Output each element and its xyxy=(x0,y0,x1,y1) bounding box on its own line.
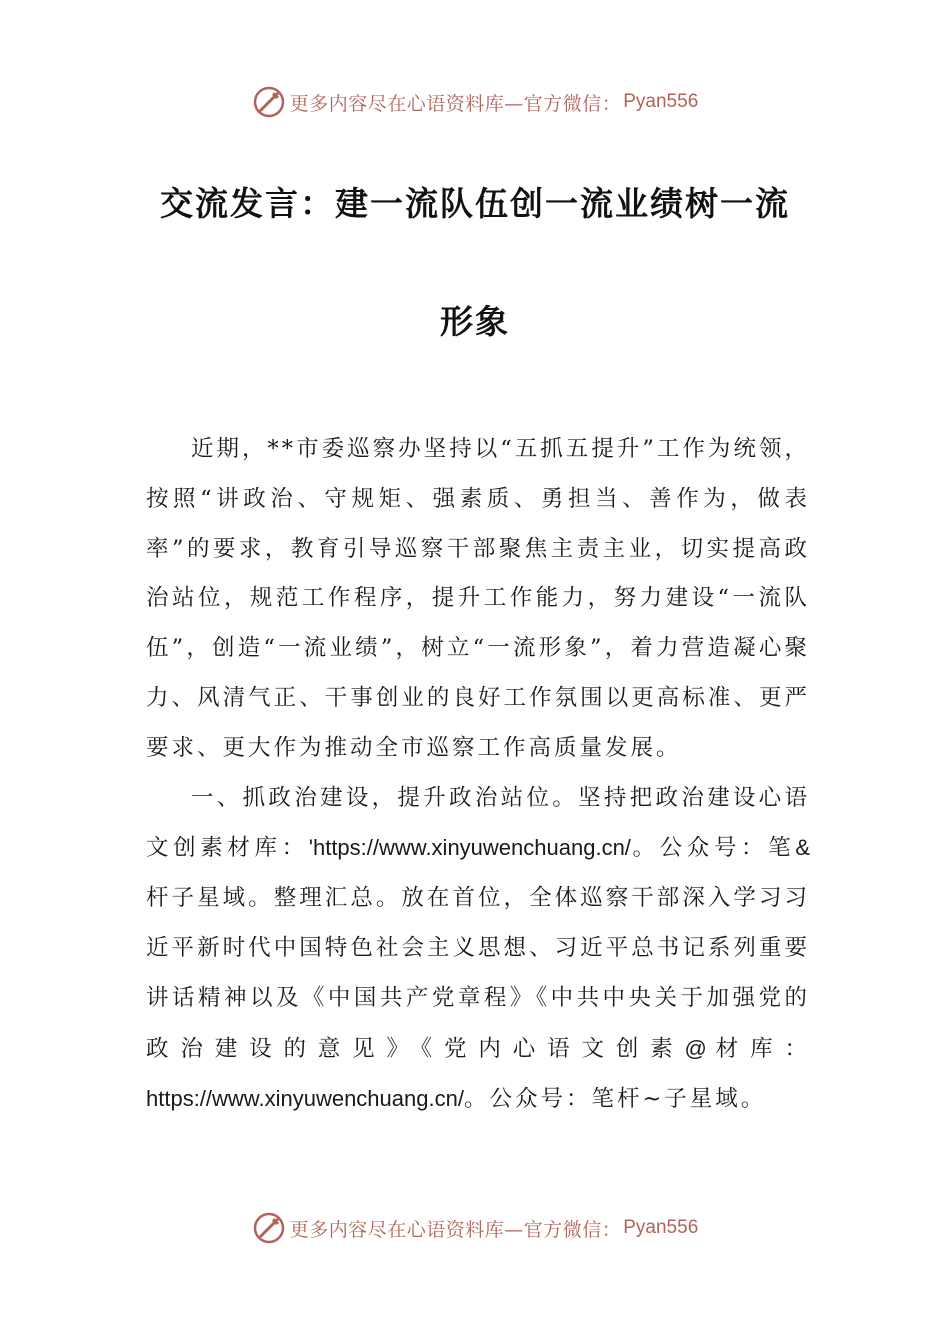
watermark-wechat-id: Pyan556 xyxy=(623,91,699,112)
watermark-text: 更多内容尽在心语资料库—官方微信： xyxy=(289,92,622,115)
section-1-url-2: https://www.xinyuwenchuang.cn/ xyxy=(146,1086,464,1112)
section-1-ampersand: & xyxy=(795,835,810,861)
section-1-text-c: 杆子星域。整理汇总。放在首位，全体巡察干部深入学习习近平新时代中国特色社会主义思想、习近平总书记系列重要讲话精神以及《中国共产党章程》《中共中央关于加强党的政治建设的意见》《党内心语文创素 xyxy=(146,885,810,1062)
paragraph-section-1 xyxy=(146,774,810,1126)
paragraph-intro: 近期，**市委巡察办坚持以“五抓五提升”工作为统领，按照“讲政治、守规矩、强素质、勇担当、善作为，做表率”的要求，教育引导巡察干部聚焦主责主业，切实提高政治站位，规范工作程序，提升工作能力，努力建设“一流队伍”，创造“一流业绩”，树立“一流形象”，着力营造凝心聚力、风清气正、干事创业的良好工作氛围以更高标准、更严要求、更大作为推动全市巡察工作高质量发展。 xyxy=(146,436,810,761)
section-1-text-a: 一、抓政治建设，提升政治站位。坚持把政治建设心语文创素材库： xyxy=(146,784,810,862)
document-body xyxy=(146,425,810,1125)
document-title-line-2: 形象 xyxy=(440,302,510,341)
section-1-text-b: 。公众号：笔 xyxy=(630,835,796,862)
section-1-text-d: 材库： xyxy=(706,1035,810,1062)
section-1-url-1: 'https://www.xinyuwenchuang.cn/ xyxy=(308,835,631,861)
header-watermark xyxy=(0,82,950,122)
document-title-line-1: 交流发言：建一流队伍创一流业绩树一流 xyxy=(160,184,790,223)
section-1-text-e: 。公众号：笔杆~子星域。 xyxy=(463,1086,767,1113)
watermark-text: 更多内容尽在心语资料库—官方微信： xyxy=(289,1218,622,1241)
pen-logo-icon xyxy=(252,85,286,119)
pen-logo-icon xyxy=(252,1211,286,1245)
watermark-wechat-id: Pyan556 xyxy=(623,1217,699,1238)
section-1-at-sign: @ xyxy=(684,1035,707,1061)
footer-watermark xyxy=(0,1208,950,1248)
